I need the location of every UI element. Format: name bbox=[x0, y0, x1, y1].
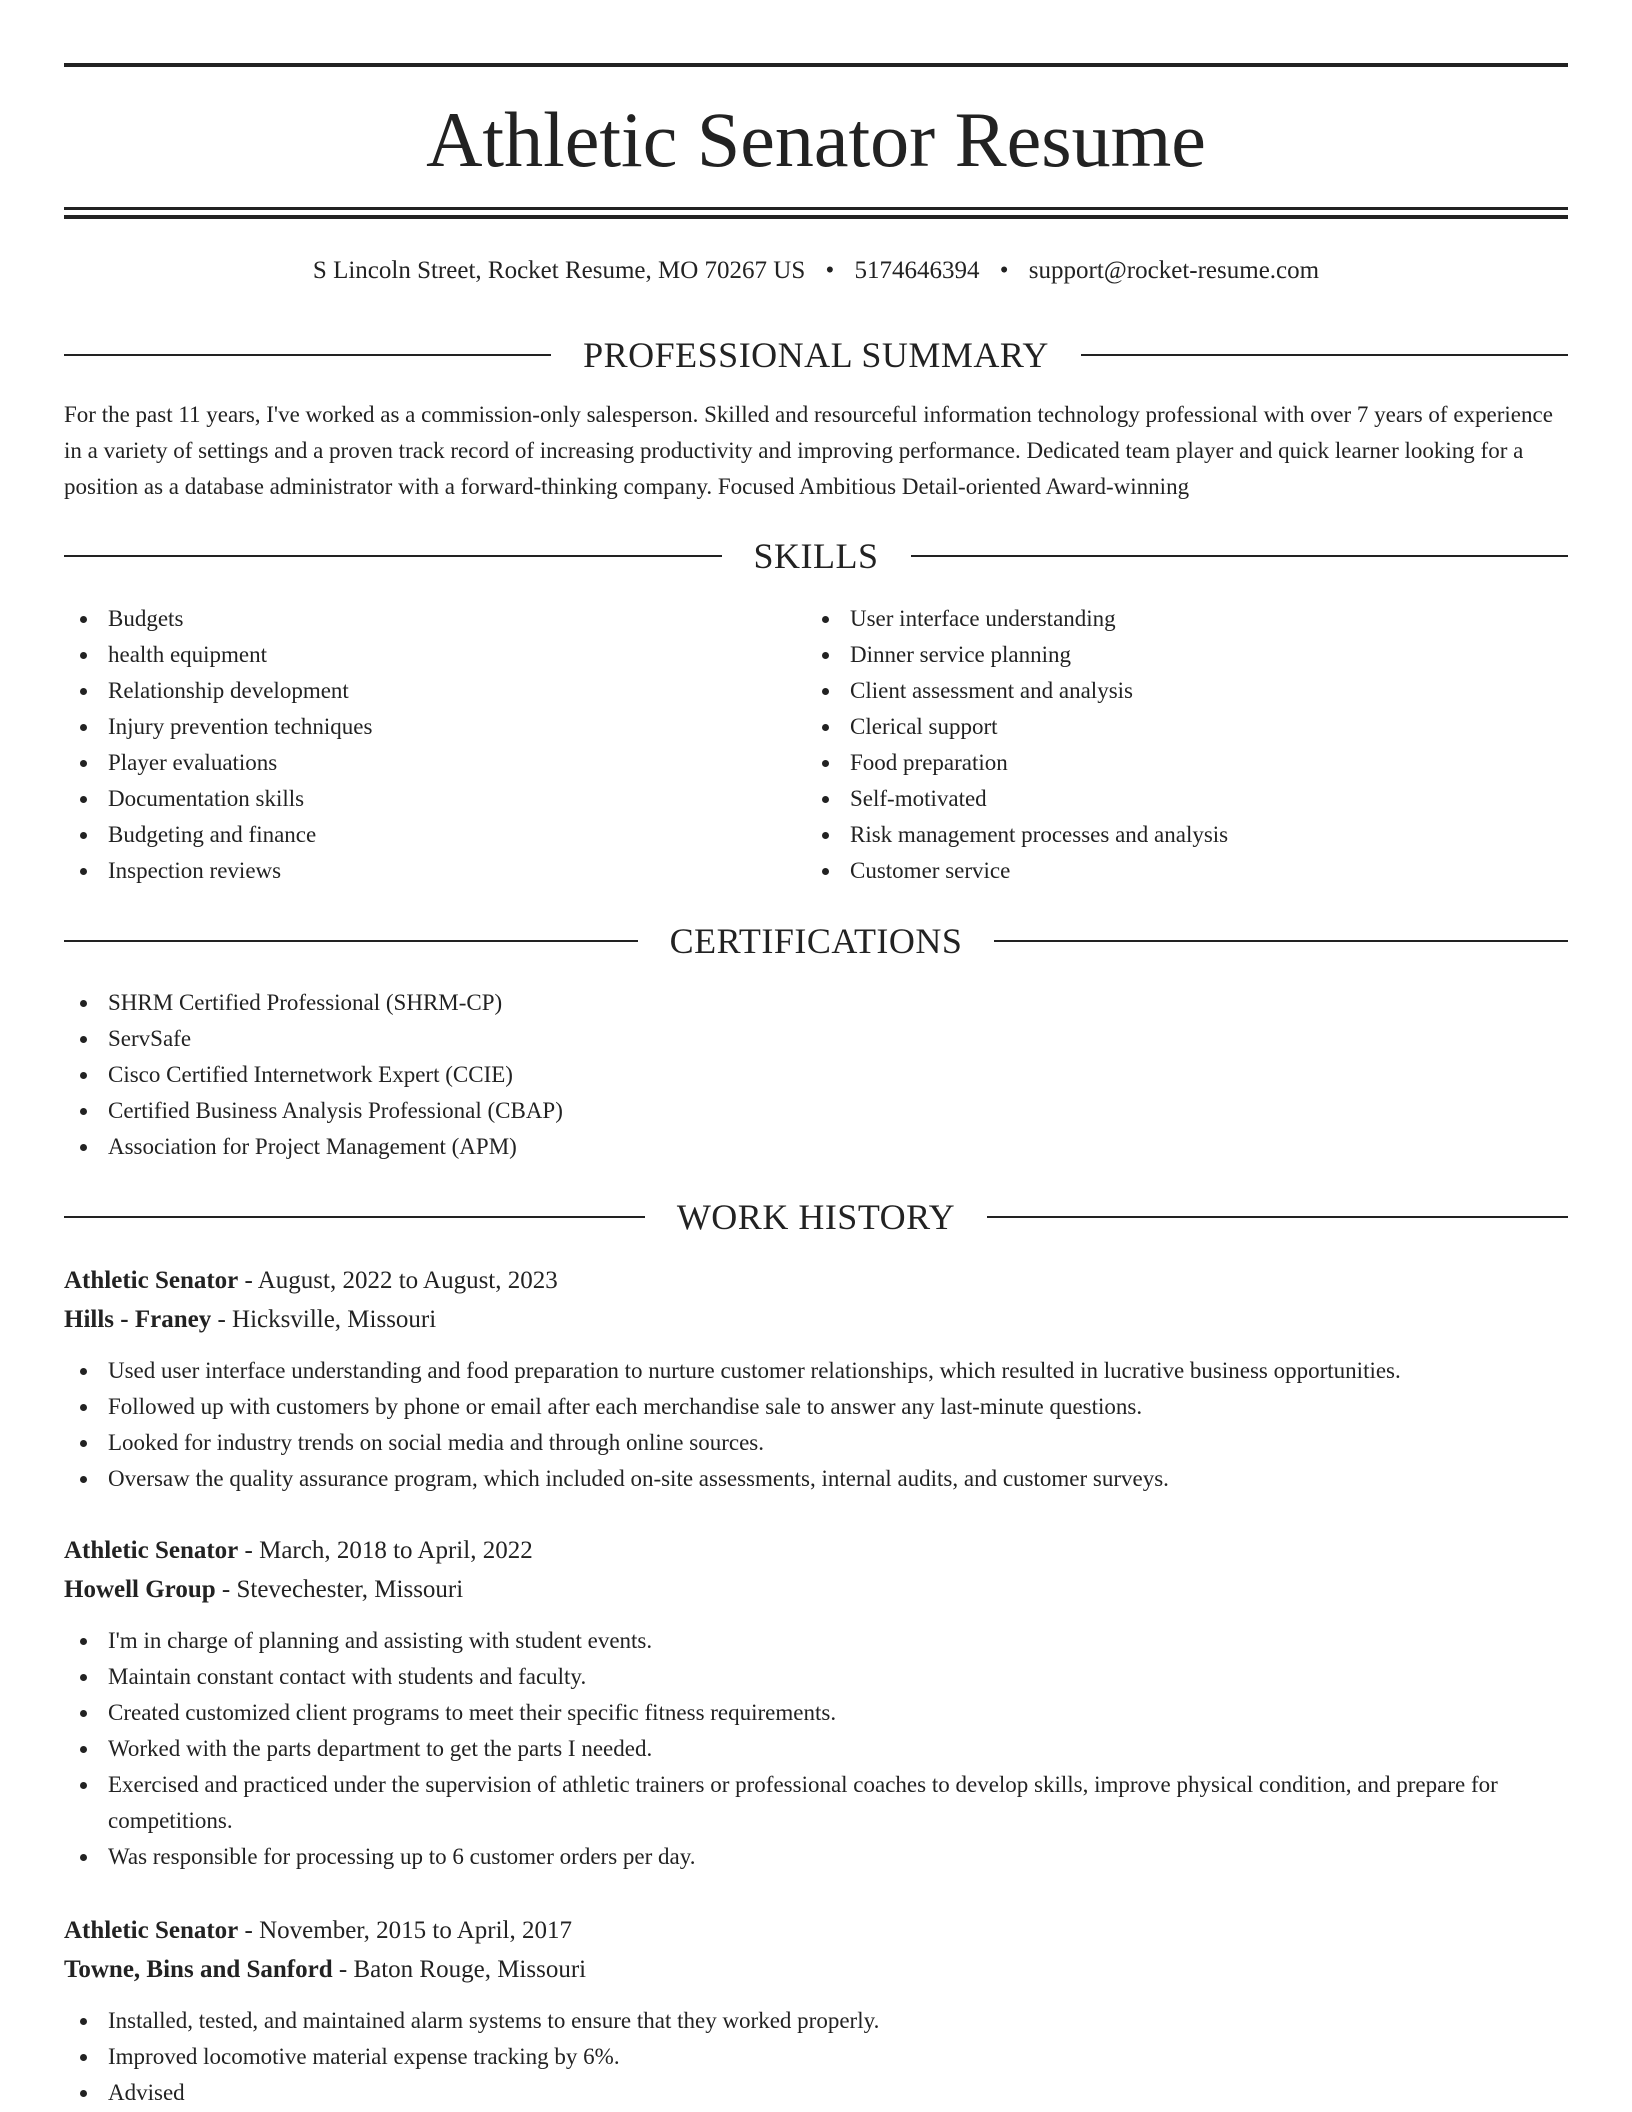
summary-text: For the past 11 years, I've worked as a commission-only salesperson. Skilled and resourceful information technology professional with over 7 years of experience in a variety of settings and a proven track record of increasing productivity and improving performance. Dedicated team player and quick learner looking for a position as a database administrator with a forward-thinking company. Focused Ambitious Detail-oriented Award-winning bbox=[64, 402, 1553, 499]
section-title-work-history: WORK HISTORY bbox=[676, 1197, 956, 1237]
skill-item: Client assessment and analysis bbox=[806, 673, 1566, 709]
section-rule-right bbox=[994, 940, 1568, 942]
job-bullets bbox=[64, 2003, 1568, 2111]
skill-item: Food preparation bbox=[806, 745, 1566, 781]
job-dates: - November, 2015 to April, 2017 bbox=[238, 1917, 572, 1944]
job-bullet: Oversaw the quality assurance program, which included on-site assessments, internal audits, and customer surveys. bbox=[64, 1461, 1568, 1497]
job-bullet: Exercised and practiced under the supervision of athletic trainers or professional coaches to develop skills, improve physical condition, and prepare for competitions. bbox=[64, 1767, 1568, 1839]
section-rule-left bbox=[64, 940, 638, 942]
job-location: - Stevechester, Missouri bbox=[215, 1576, 464, 1603]
skill-item: Risk management processes and analysis bbox=[806, 817, 1566, 853]
section-rule-right bbox=[1081, 354, 1568, 356]
skill-item: Self-motivated bbox=[806, 781, 1566, 817]
job-bullets bbox=[64, 1623, 1568, 1875]
skill-item: Player evaluations bbox=[64, 745, 804, 781]
certification-item: ServSafe bbox=[64, 1021, 1568, 1057]
job-company-line bbox=[64, 1570, 1568, 1609]
skill-item: Clerical support bbox=[806, 709, 1566, 745]
job-company: Howell Group bbox=[64, 1576, 216, 1603]
skill-item: health equipment bbox=[64, 637, 804, 673]
contact-separator: • bbox=[999, 257, 1009, 284]
job-location: - Hicksville, Missouri bbox=[211, 1306, 437, 1333]
skill-item: Documentation skills bbox=[64, 781, 804, 817]
job-company: Hills - Franey bbox=[64, 1306, 212, 1333]
job-bullet: I'm in charge of planning and assisting with student events. bbox=[64, 1623, 1568, 1659]
skill-item: Relationship development bbox=[64, 673, 804, 709]
skill-item: Budgets bbox=[64, 601, 804, 637]
job-location: - Baton Rouge, Missouri bbox=[332, 1956, 587, 1983]
job-title: Athletic Senator bbox=[64, 1267, 239, 1294]
contact-separator: • bbox=[825, 257, 835, 284]
job-bullet: Used user interface understanding and food preparation to nurture customer relationships, which resulted in lucrative business opportunities. bbox=[64, 1353, 1568, 1389]
section-rule-left bbox=[64, 354, 551, 356]
certification-item: Certified Business Analysis Professional (CBAP) bbox=[64, 1093, 1568, 1129]
certification-item: Association for Project Management (APM) bbox=[64, 1129, 1568, 1165]
job-bullet: Worked with the parts department to get the parts I needed. bbox=[64, 1731, 1568, 1767]
skills-list-left bbox=[64, 601, 804, 889]
skill-item: Injury prevention techniques bbox=[64, 709, 804, 745]
job-bullet: Was responsible for processing up to 6 customer orders per day. bbox=[64, 1839, 1568, 1875]
skill-item: Budgeting and finance bbox=[64, 817, 804, 853]
section-title-skills: SKILLS bbox=[753, 536, 879, 576]
job-company: Towne, Bins and Sanford bbox=[64, 1956, 333, 1983]
job-role-line bbox=[64, 1531, 1568, 1570]
certification-item: SHRM Certified Professional (SHRM-CP) bbox=[64, 985, 1568, 1021]
skill-item: Inspection reviews bbox=[64, 853, 804, 889]
job-dates: - August, 2022 to August, 2023 bbox=[238, 1267, 558, 1294]
job-entry bbox=[64, 1261, 1568, 1497]
contact-address: S Lincoln Street, Rocket Resume, MO 70267 US bbox=[312, 257, 806, 284]
skills-list-right bbox=[806, 601, 1566, 889]
job-role-line bbox=[64, 1911, 1568, 1950]
skill-item: Dinner service planning bbox=[806, 637, 1566, 673]
section-header-certifications bbox=[64, 917, 1568, 965]
job-bullets bbox=[64, 1353, 1568, 1497]
contact-phone: 5174646394 bbox=[854, 257, 980, 284]
job-bullet: Improved locomotive material expense tracking by 6%. bbox=[64, 2039, 1568, 2075]
section-rule-right bbox=[911, 555, 1569, 557]
job-bullet: Maintain constant contact with students and faculty. bbox=[64, 1659, 1568, 1695]
job-dates: - March, 2018 to April, 2022 bbox=[238, 1537, 533, 1564]
job-bullet: Followed up with customers by phone or email after each merchandise sale to answer any last-minute questions. bbox=[64, 1389, 1568, 1425]
job-bullet: Created customized client programs to meet their specific fitness requirements. bbox=[64, 1695, 1568, 1731]
section-header-work-history bbox=[64, 1193, 1568, 1241]
contact-line bbox=[64, 253, 1568, 289]
title-rule-upper bbox=[64, 207, 1568, 210]
skill-item: Customer service bbox=[806, 853, 1566, 889]
skill-item: User interface understanding bbox=[806, 601, 1566, 637]
job-bullet: Looked for industry trends on social media and through online sources. bbox=[64, 1425, 1568, 1461]
job-title: Athletic Senator bbox=[64, 1537, 239, 1564]
contact-email: support@rocket-resume.com bbox=[1028, 257, 1320, 284]
section-rule-left bbox=[64, 1216, 645, 1218]
job-company-line bbox=[64, 1300, 1568, 1339]
section-header-summary bbox=[64, 331, 1568, 379]
section-header-skills bbox=[64, 532, 1568, 580]
job-entry bbox=[64, 1531, 1568, 1875]
job-bullet: Installed, tested, and maintained alarm systems to ensure that they worked properly. bbox=[64, 2003, 1568, 2039]
job-company-line bbox=[64, 1950, 1568, 1989]
section-title-summary: PROFESSIONAL SUMMARY bbox=[583, 335, 1049, 375]
section-rule-right bbox=[987, 1216, 1568, 1218]
job-title: Athletic Senator bbox=[64, 1917, 239, 1944]
job-bullet: Advised bbox=[64, 2075, 1568, 2111]
job-entry bbox=[64, 1911, 1568, 2111]
certifications-list bbox=[64, 985, 1568, 1165]
section-title-certifications: CERTIFICATIONS bbox=[669, 921, 963, 961]
job-role-line bbox=[64, 1261, 1568, 1300]
title-rule-lower bbox=[64, 215, 1568, 219]
section-rule-left bbox=[64, 555, 722, 557]
resume-title: Athletic Senator Resume bbox=[426, 96, 1206, 183]
top-rule bbox=[64, 63, 1568, 67]
certification-item: Cisco Certified Internetwork Expert (CCIE) bbox=[64, 1057, 1568, 1093]
